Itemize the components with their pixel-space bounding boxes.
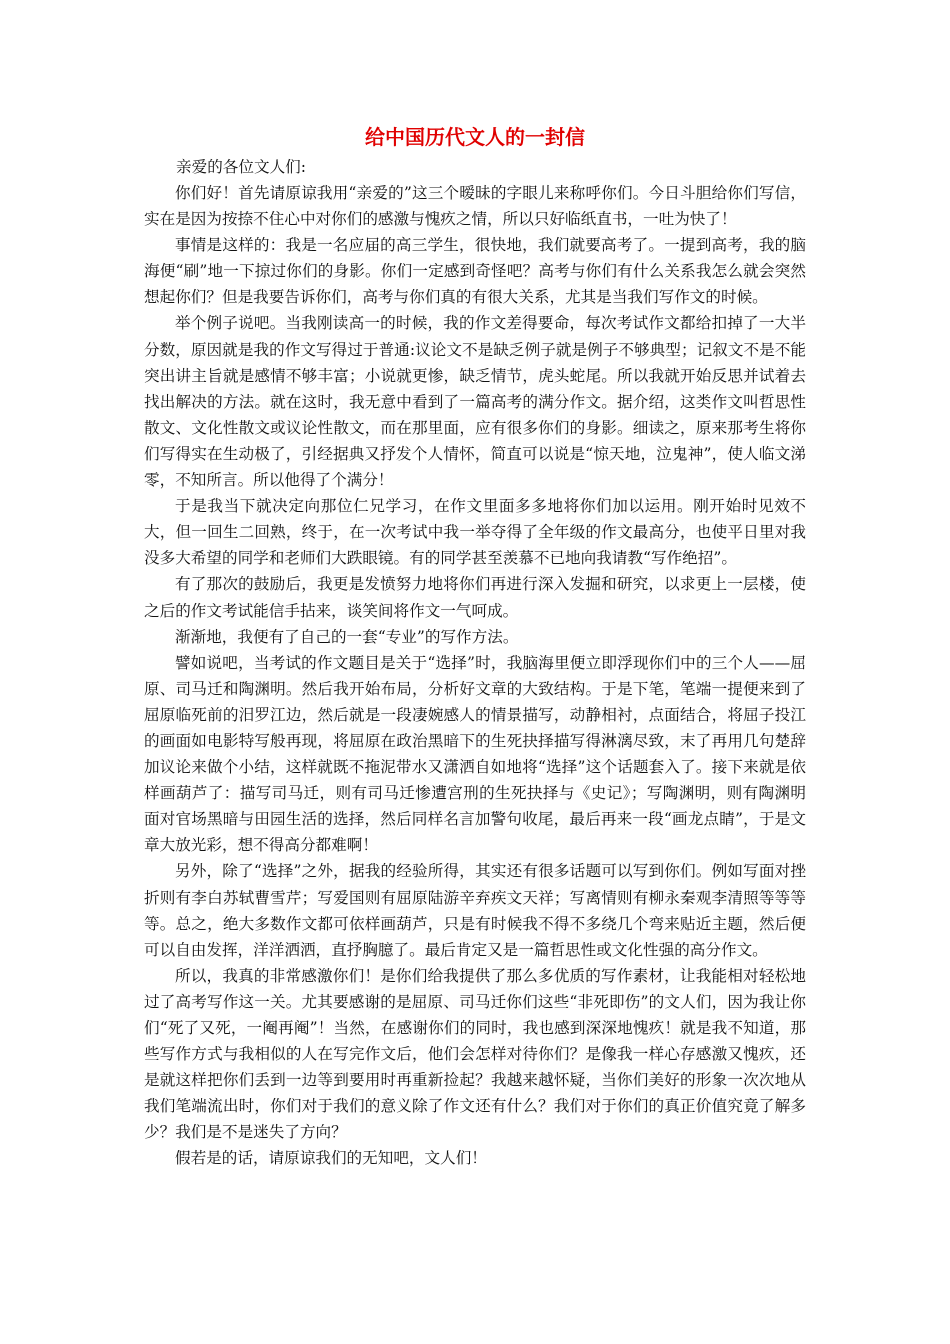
letter-salutation: 亲爱的各位文人们: bbox=[176, 158, 307, 176]
document-title: 给中国历代文人的一封信 bbox=[365, 125, 585, 149]
letter-paragraph: 有了那次的鼓励后，我更是发愤努力地将你们再进行深入发掘和研究，以求更上一层楼，使之后的作文考试能信手拈来，谈笑间将作文一气呵成。 bbox=[144, 575, 806, 620]
letter-paragraph: 譬如说吧，当考试的作文题目是关于“选择”时，我脑海里便立即浮现你们中的三个人——屈原、司马迁和陶渊明。然后我开始布局，分析好文章的大致结构。于是下笔，笔端一提便来到了屈原临死前的汨罗江边，然后就是一段凄婉感人的情景描写，动静相衬，点面结合，将屈子投江的画面如电影特写般再现，将屈原在政治黑暗下的生死抉择描写得淋漓尽致，末了再用几句楚辞加议论来做个小结，这样就既不拖泥带水又潇洒自如地将“选择”这个话题套入了。接下来就是依样画葫芦了：描写司马迁，则有司马迁惨遭宫刑的生死抉择与《史记》；写陶渊明，则有陶渊明面对官场黑暗与田园生活的选择，然后同样名言加警句收尾，最后再来一段“画龙点睛”，于是文章大放光彩，想不得高分都难啊！ bbox=[144, 653, 806, 855]
letter-paragraph: 所以，我真的非常感激你们！是你们给我提供了那么多优质的写作素材，让我能相对轻松地过了高考写作这一关。尤其要感谢的是屈原、司马迁你们这些“非死即伤”的文人们，因为我让你们“死了又死，一阉再阉”！当然，在感谢你们的同时，我也感到深深地愧疚！就是我不知道，那些写作方式与我相似的人在写完作文后，他们会怎样对待你们？是像我一样心存感激又愧疚，还是就这样把你们丢到一边等到要用时再重新捡起？我越来越怀疑，当你们美好的形象一次次地从我们笔端流出时，你们对于我们的意义除了作文还有什么？我们对于你们的真正价值究竟了解多少？我们是不是迷失了方向？ bbox=[144, 966, 806, 1142]
letter-paragraph: 渐渐地，我便有了自己的一套“专业”的写作方法。 bbox=[175, 627, 519, 646]
letter-paragraph: 另外，除了“选择”之外，据我的经验所得，其实还有很多话题可以写到你们。例如写面对挫折则有李白苏轼曹雪芹；写爱国则有屈原陆游辛弃疾文天祥；写离情则有柳永秦观李清照等等等等。总之，绝大多数作文都可依样画葫芦，只是有时候我不得不多绕几个弯来贴近主题，然后便可以自由发挥，洋洋洒洒，直抒胸臆了。最后肯定又是一篇哲思性或文化性强的高分作文。 bbox=[144, 862, 806, 959]
letter-body bbox=[144, 180, 806, 1172]
document-page bbox=[144, 122, 806, 1172]
letter-paragraph: 你们好！首先请原谅我用“亲爱的”这三个暧昧的字眼儿来称呼你们。今日斗胆给你们写信，实在是因为按捺不住心中对你们的感激与愧疚之情，所以只好临纸直书，一吐为快了！ bbox=[144, 184, 806, 229]
letter-paragraph: 举个例子说吧。当我刚读高一的时候，我的作文差得要命，每次考试作文都给扣掉了一大半分数，原因就是我的作文写得过于普通:议论文不是缺乏例子就是例子不够典型；记叙文不是不能突出讲主旨就是感情不够丰富；小说就更惨，缺乏情节，虎头蛇尾。所以我就开始反思并试着去找出解决的方法。就在这时，我无意中看到了一篇高考的满分作文。据介绍，这类作文叫哲思性散文、文化性散文或议论性散文，而在那里面，应有很多你们的身影。细读之，原来那考生将你们写得实在生动极了，引经据典又抒发个人情怀，简直可以说是“惊天地，泣鬼神”，使人临文涕零，不知所言。所以他得了个满分！ bbox=[144, 314, 806, 490]
letter-paragraph: 于是我当下就决定向那位仁兄学习，在作文里面多多地将你们加以运用。刚开始时见效不大，但一回生二回熟，终于，在一次考试中我一举夺得了全年级的作文最高分，也使平日里对我没多大希望的同学和老师们大跌眼镜。有的同学甚至羡慕不已地向我请教“写作绝招”。 bbox=[144, 497, 806, 568]
letter-paragraph: 假若是的话，请原谅我们的无知吧，文人们！ bbox=[175, 1149, 487, 1168]
letter-paragraph: 事情是这样的：我是一名应届的高三学生，很快地，我们就要高考了。一提到高考，我的脑海便“刷”地一下掠过你们的身影。你们一定感到奇怪吧？高考与你们有什么关系我怎么就会突然想起你们？但是我要告诉你们，高考与你们真的有很大关系，尤其是当我们写作文的时候。 bbox=[144, 236, 806, 307]
